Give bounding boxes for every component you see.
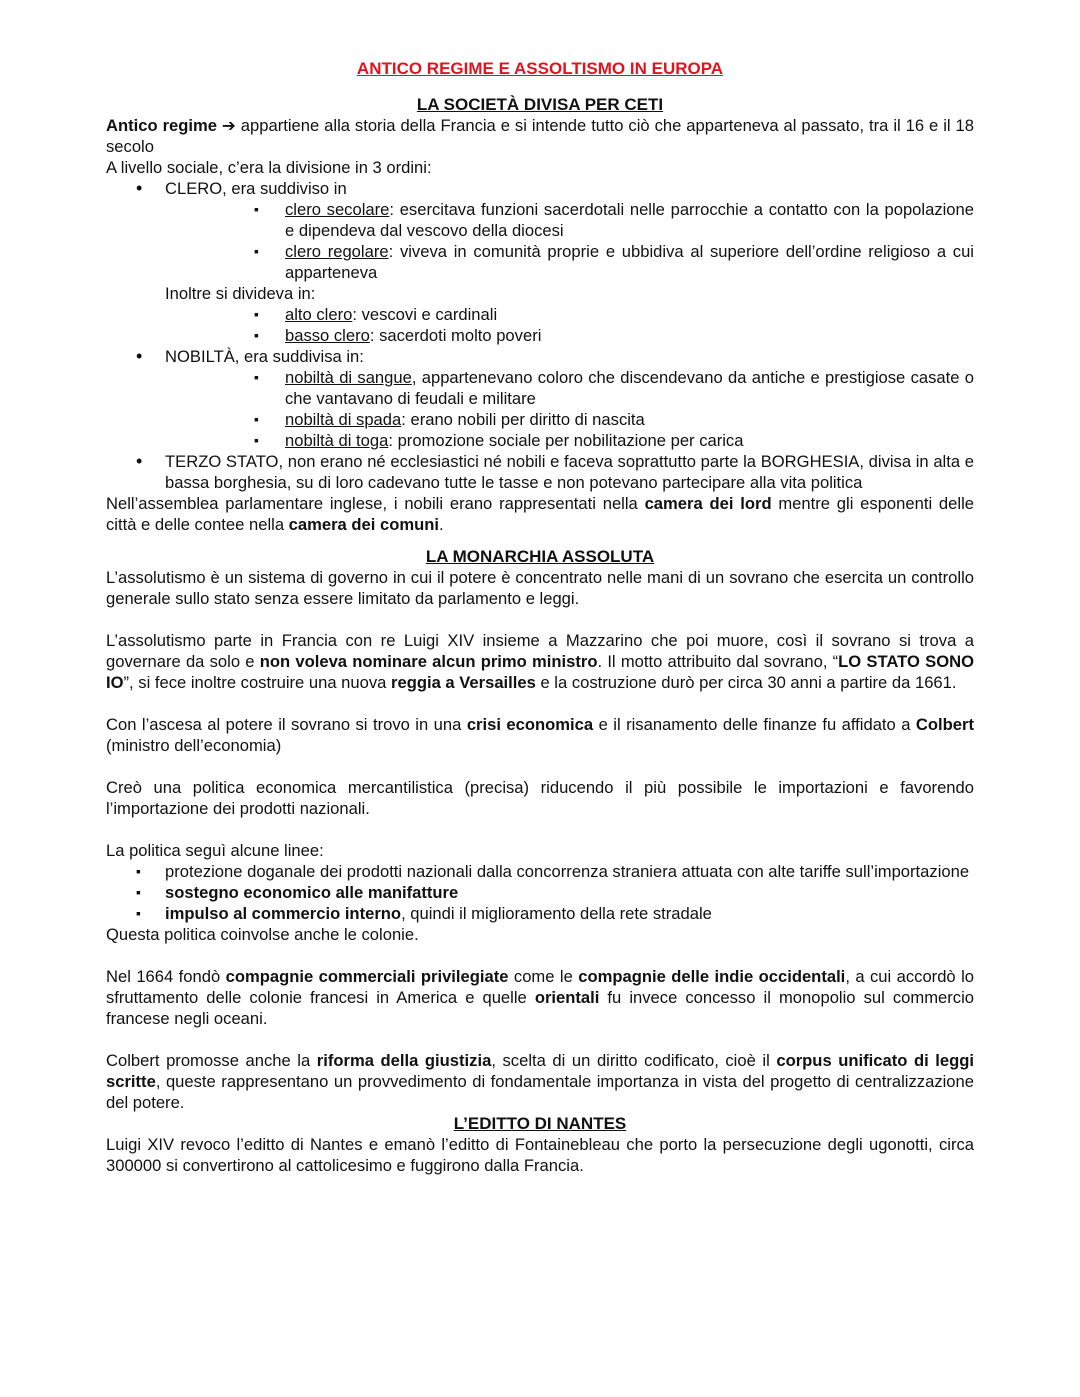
- list-item: ▪ alto clero: vescovi e cardinali: [106, 304, 974, 325]
- document-title: ANTICO REGIME E ASSOLTISMO IN EUROPA: [356, 59, 724, 78]
- list-item: ▪ clero secolare: esercitava funzioni sacerdotali nelle parrocchie a contatto con la popolazione e dipendeva dal vescovo della diocesi: [106, 199, 974, 241]
- orders-list-terzo: [106, 451, 974, 493]
- list-item-terzo-stato: • TERZO STATO, non erano né ecclesiastici né nobili e faceva soprattutto parte la BORGHESIA, divisa in alta e bassa borghesia, su di loro cadevano tutte le tasse e non potevano partecipare alla vita politica: [106, 451, 974, 493]
- section-heading-nantes: L’EDITTO DI NANTES: [453, 1114, 627, 1133]
- list-item-clero: • CLERO, era suddiviso in: [106, 178, 974, 199]
- clero-sublist: [106, 199, 974, 283]
- list-item: ▪ protezione doganale dei prodotti nazionali dalla concorrenza straniera attuata con alte tariffe sull’importazione: [106, 861, 974, 882]
- list-item: ▪ nobiltà di toga: promozione sociale per nobilitazione per carica: [106, 430, 974, 451]
- list-item-nobilta: • NOBILTÀ, era suddivisa in:: [106, 346, 974, 367]
- section-heading-societa: LA SOCIETÀ DIVISA PER CETI: [416, 95, 664, 114]
- paragraph-luigi-xiv: L’assolutismo parte in Francia con re Luigi XIV insieme a Mazzarino che poi muore, così il sovrano si trova a governare da solo e non voleva nominare alcun primo ministro. Il motto attribuito dal sovrano, “LO STATO SONO IO”, si fece inoltre costruire una nuova reggia a Versailles e la costruzione durò per circa 30 anni a partire da 1661.: [106, 631, 974, 692]
- paragraph-giustizia: Colbert promosse anche la riforma della giustizia, scelta di un diritto codificato, cioè il corpus unificato di leggi scritte, queste rappresentano un provvedimento di fondamentale importanza in vista del progetto di centralizzazione del potere.: [106, 1051, 974, 1112]
- clero-sublist-2: [106, 304, 974, 346]
- list-item: ▪ clero regolare: viveva in comunità proprie e ubbidiva al superiore dell’ordine religioso a cui apparteneva: [106, 241, 974, 283]
- section-heading-monarchia: LA MONARCHIA ASSOLUTA: [425, 547, 655, 566]
- paragraph-colonie: Questa politica coinvolse anche le colonie.: [106, 925, 419, 944]
- arrow-icon: ➔: [216, 116, 241, 135]
- list-item: ▪ sostegno economico alle manifatture: [106, 882, 974, 903]
- list-item: ▪ nobiltà di sangue, appartenevano coloro che discendevano da antiche e prestigiose casate o che vantavano di feudali e militare: [106, 367, 974, 409]
- paragraph-assolutismo-def: L’assolutismo è un sistema di governo in cui il potere è concentrato nelle mani di un sovrano che esercita un controllo generale sullo stato senza essere limitato da parlamento e leggi.: [106, 568, 974, 608]
- list-item: ▪ impulso al commercio interno, quindi il miglioramento della rete stradale: [106, 903, 974, 924]
- paragraph-antico-regime: Antico regime ➔ appartiene alla storia della Francia e si intende tutto ciò che apparteneva al passato, tra il 16 e il 18 secolo: [106, 116, 974, 156]
- paragraph-crisi: Con l’ascesa al potere il sovrano si trovo in una crisi economica e il risanamento delle finanze fu affidato a Colbert (ministro dell’economia): [106, 715, 974, 755]
- orders-list-nobilta: [106, 346, 974, 367]
- term-antico-regime: Antico regime: [106, 116, 217, 135]
- list-item: ▪ basso clero: sacerdoti molto poveri: [106, 325, 974, 346]
- paragraph-mercantilismo: Creò una politica economica mercantilistica (precisa) riducendo il più possibile le importazioni e favorendo l’importazione dei prodotti nazionali.: [106, 778, 974, 818]
- paragraph-nantes: Luigi XIV revoco l’editto di Nantes e emanò l’editto di Fontainebleau che porto la persecuzione degli ugonotti, circa 300000 si convertirono al cattolicesimo e fuggirono dalla Francia.: [106, 1135, 974, 1175]
- clero-also-label: Inoltre si divideva in:: [165, 284, 316, 303]
- paragraph-divisione: A livello sociale, c’era la divisione in 3 ordini:: [106, 158, 432, 177]
- list-item: ▪ nobiltà di spada: erano nobili per diritto di nascita: [106, 409, 974, 430]
- paragraph-compagnie: Nel 1664 fondò compagnie commerciali privilegiate come le compagnie delle indie occidentali, a cui accordò lo sfruttamento delle colonie francesi in America e quelle orientali fu invece concesso il monopolio sul commercio francese negli oceani.: [106, 967, 974, 1028]
- orders-list: [106, 178, 974, 199]
- paragraph-linee: La politica seguì alcune linee:: [106, 841, 324, 860]
- nobilta-sublist: [106, 367, 974, 451]
- paragraph-parlamento: Nell’assemblea parlamentare inglese, i nobili erano rappresentati nella camera dei lord mentre gli esponenti delle città e delle contee nella camera dei comuni.: [106, 494, 974, 534]
- linee-list: [106, 861, 974, 924]
